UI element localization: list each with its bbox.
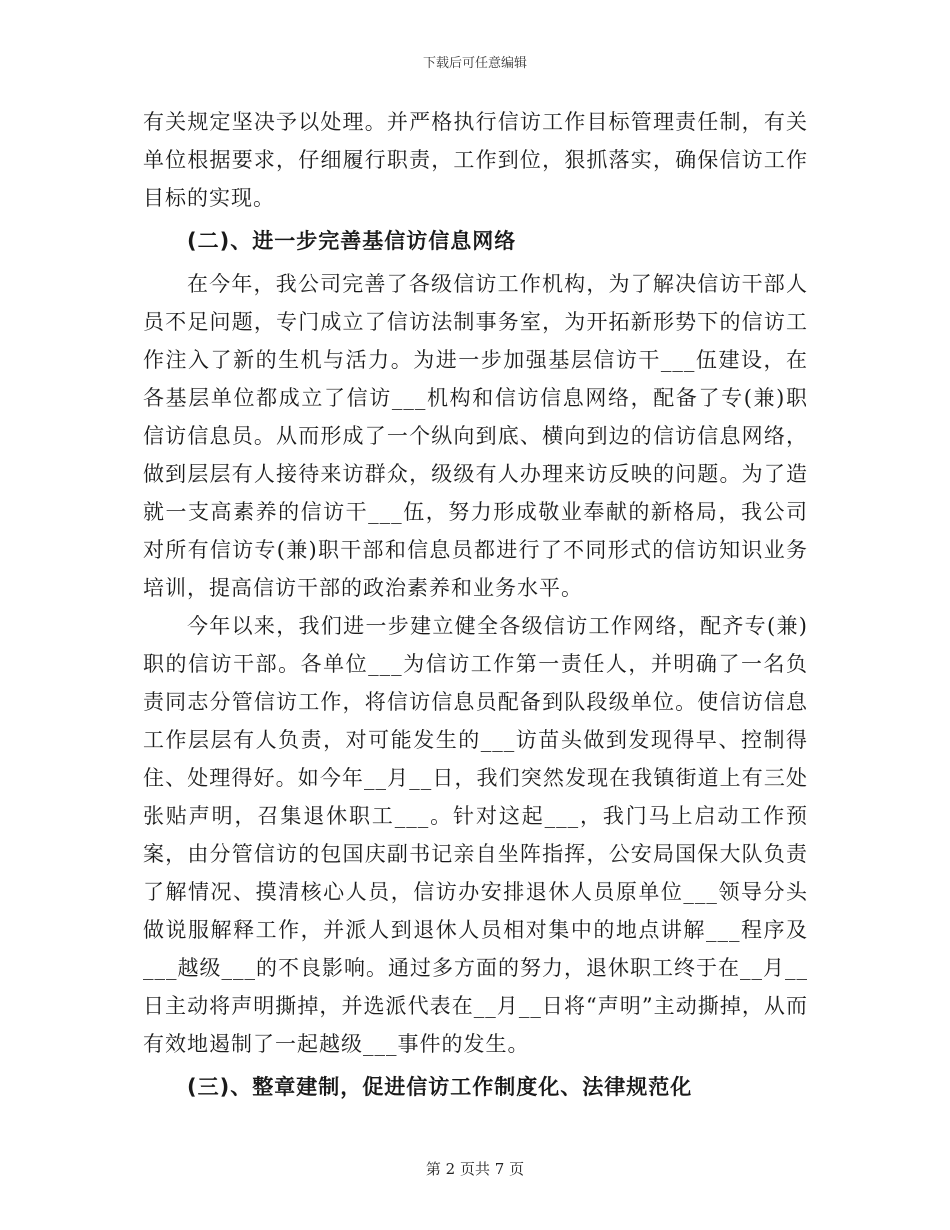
page-number: 第 2 页共 7 页 (425, 1160, 525, 1178)
paragraph-this-year: 今年以来，我们进一步建立健全各级信访工作网络，配齐专(兼)职的信访干部。各单位___为信访工作第一责任人，并明确了一名负责同志分管信访工作，将信访信息员配备到队段级单位。使信访信息工作层层有人负责，对可能发生的___访苗头做到发现得早、控制得住、处理得好。如今年__月__日，我们突然发现在我镇街道上有三处张贴声明，召集退休职工___。针对这起___，我门马上启动工作预案，由分管信访的包国庆副书记亲自坐阵指挥，公安局国保大队负责了解情况、摸清核心人员，信访办安排退休人员原单位___领导分头做说服解释工作，并派人到退休人员相对集中的地点讲解___程序及___越级___的不良影响。通过多方面的努力，退休职工终于在__月__日主动将声明撕掉，并选派代表在__月__日将“声明”主动撕掉，从而有效地遏制了一起越级___事件的发生。 (143, 614, 808, 1056)
section-heading-2: (二)、进一步完善基信访信息网络 (187, 229, 517, 253)
document-body (143, 103, 808, 1111)
page-header: 下载后可任意编辑 (422, 56, 527, 71)
paragraph-continued: 有关规定坚决予以处理。并严格执行信访工作目标管理责任制，有关单位根据要求，仔细履行职责，工作到位，狠抓落实，确保信访工作目标的实现。 (143, 110, 808, 210)
paragraph-network: 在今年，我公司完善了各级信访工作机构，为了解决信访干部人员不足问题，专门成立了信访法制事务室，为开拓新形势下的信访工作注入了新的生机与活力。为进一步加强基层信访干___伍建设，在各基层单位都成立了信访___机构和信访信息网络，配备了专(兼)职信访信息员。从而形成了一个纵向到底、横向到边的信访信息网络，做到层层有人接待来访群众，级级有人办理来访反映的问题。为了造就一支高素养的信访干___伍，努力形成敬业奉献的新格局，我公司对所有信访专(兼)职干部和信息员都进行了不同形式的信访知识业务培训，提高信访干部的政治素养和业务水平。 (143, 272, 808, 600)
section-heading-3: (三)、整章建制，促进信访工作制度化、法律规范化 (187, 1075, 693, 1099)
